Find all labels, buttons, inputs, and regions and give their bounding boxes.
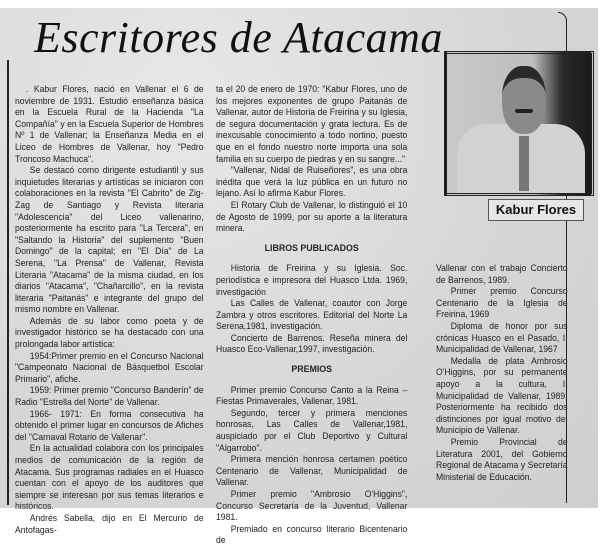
portrait-head <box>502 66 546 134</box>
book-entry: Concierto de Barrenos. Reseña minera del Huasco Eco-Vallenar,1997, investigación. <box>216 331 408 355</box>
award-entry: Premio Provincial de Literatura 2001, del Gobierno Regional de Atacama y Secretaría Ministerial de Educación. <box>436 435 568 482</box>
column-2 <box>216 83 407 546</box>
book-entry: Historia de Freirina y su Iglesia. Soc. periodística e impresora del Huasco Ltda. 1969, investigación <box>216 262 408 297</box>
paragraph: 1954:Primer premio en el Concurso Nacional "Campeonato Nacional de Básquetbol Escolar Primario", afiche. <box>15 349 204 384</box>
paragraph: Además de su labor como poeta y de investigador histórico se ha destacado con una prolongada labor artística: <box>15 314 204 350</box>
photo-caption: Kabur Flores <box>488 199 584 221</box>
author-portrait-photo <box>444 51 594 196</box>
paragraph: Se destacó como dirigente estudiantil y sus inquietudes literarias y artísticas se iniciaron con colaboraciones en la revista "El Cabrito" de Zig- Zag de Santiago y Revista literaria "Adolescencia" del Liceo vallenarino, posteriormente ha escrito para "La Tercera", en "Saltando la Historia" del suplemento "Buen Domingo" de la capital; en "El Día" de La Serena, "La Prensa" de Vallenar, Revista Literaria "Atacama" de la misma ciudad, en los diarios "Atacama", "Chañarcillo", en la revista literaria "Paitanás" e integrante del grupo del mismo nombre en Vallenar. <box>15 164 204 315</box>
portrait-mustache <box>515 109 533 113</box>
paragraph: . Kabur Flores, nació en Vallenar el 6 de noviembre de 1931. Estudió enseñanza básica en la Escuela Rural de la Hacienda "La Compañía" y en la Escuela Superior de Hombres Nº 1 de Vallenar; la Enseñanza Media en el Liceo de Hombres de Vallenar, hoy "Pedro Troncoso Machuca". <box>15 83 204 164</box>
column-1 <box>15 83 204 535</box>
award-entry: Primer premio "Ambrosio O'Higgins", Concurso Secretaría de la Juventud, Vallenar 1981. <box>216 488 408 523</box>
frame-line-left <box>7 60 9 505</box>
book-entry: Las Calles de Vallenar, coautor con Jorge Zambra y otros escritores. Editorial del Norte La Serena,1981, investigación. <box>216 297 408 332</box>
award-entry: Premiado en concurso literario Bicentenario de <box>216 522 408 546</box>
paragraph: 1959: Primer premio "Concurso Banderín" de Radio "Estrella del Norte" de Vallenar. <box>15 384 204 408</box>
article-title: Escritores de Atacama <box>34 13 443 62</box>
paragraph: El Rotary Club de Vallenar, lo distinguió el 10 de Agosto de 1999, por su aporte a la literatura minera. <box>216 198 408 234</box>
paragraph: 1966- 1971: En forma consecutiva ha obtenido el primer lugar en concursos de Afiches del "Carnaval Rotario de Vallenar". <box>15 407 204 442</box>
paragraph: ta el 20 de enero de 1970: "Kabur Flores, uno de los mejores exponentes de grupo Paitanás de Vallenar, autor de Historia de Freirina y su Iglesia, de segura documentación y grata lectura. Es de inexcusable conocimiento a todo nortino, puesto que en el fondo nuestro norte importa una sola familia en su cuerpo de piedras y en su sangre..." <box>216 83 408 164</box>
section-heading-libros: LIBROS PUBLICADOS <box>264 242 359 254</box>
award-entry: Diploma de honor por sus crónicas Huasco en el Pasado, I. Municipalidad de Vallenar, 1967 <box>436 319 568 355</box>
award-entry: Primer premio Concurso Centenario de la Iglesia de Freirina, 1969 <box>436 285 568 320</box>
column-3 <box>436 262 568 482</box>
award-entry: Primer premio Concurso Canto a la Reina – Fiestas Primaverales, Vallenar, 1981. <box>216 383 408 407</box>
section-heading-premios: PREMIOS <box>291 364 333 376</box>
paragraph: "Vallenar, Nidal de Ruiseñores", es una obra inédita que verá la luz pública en un futuro no lejano. Así lo afirma Kabur Flores. <box>216 164 408 199</box>
portrait-tie <box>519 136 529 191</box>
award-entry: Primera mención honrosa certamen poético Centenario de Vallenar, Municipalidad de Vallenar. <box>216 453 408 488</box>
award-entry: Medalla de plata Ambrosio O'Higgins, por su permanente apoyo a la cultura, I. Municipalidad de Vallenar, 1989. Posteriormente ha recibido dos distinciones por igual motivo del Municipio de Vallenar. <box>436 354 568 436</box>
paragraph: Andrés Sabella, dijo en El Mercurio de Antofagas- <box>15 511 204 535</box>
award-entry: Vallenar con el trabajo Concierto de Barrenos, 1989. <box>436 262 568 285</box>
award-entry: Segundo, tercer y primera menciones honrosas, Las Calles de Vallenar,1981, auspiciado por el Club Deportivo y Cultural "Algarrobo". <box>216 406 408 453</box>
paragraph: En la actualidad colabora con los principales medios de comunicación de la región de Atacama. Sus programas radiales en el Huasco cuentan con el apoyo de los auditores que siempre se interesan por sus temas literarios e históricos. <box>15 442 204 512</box>
